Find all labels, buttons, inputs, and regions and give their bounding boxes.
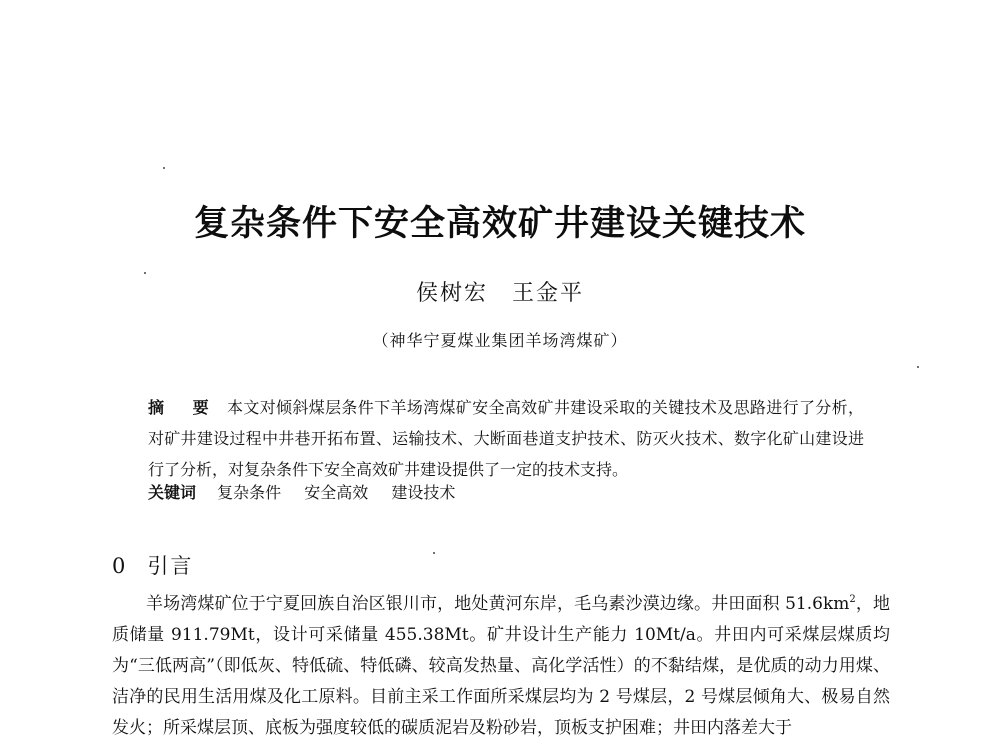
scan-speck — [163, 167, 165, 169]
scan-speck — [144, 272, 146, 274]
abstract — [148, 392, 864, 485]
scan-speck — [917, 366, 919, 368]
body-superscript: 2 — [849, 594, 856, 605]
scan-speck — [433, 552, 435, 554]
body-paragraph — [112, 589, 890, 744]
body-text-part2: ，地质储量 911.79Mt，设计可采储量 455.38Mt。矿井设计生产能力 10Mt/a。井田内可采煤层煤质均为“三低两高”（即低灰、特低硫、特低磷、较高发热量、高化学活性）的不黏结煤，是优质的动力用煤、洁净的民用生活用煤及化工原料。目前主采工作面所采煤层均为 2 号煤层，2 号煤层倾角大、极易自然发火；所采煤层顶、底板为强度较低的碳质泥岩及粉砂岩，顶板支护困难；井田内落差大于 — [112, 594, 890, 738]
paper-authors: 侯树宏 王金平 — [415, 281, 584, 306]
section-title: 引言 — [147, 554, 194, 578]
keywords — [148, 480, 864, 506]
paper-affiliation: （神华宁夏煤业集团羊场湾煤矿） — [372, 331, 628, 350]
paper-title: 复杂条件下安全高效矿井建设关键技术 — [193, 204, 806, 244]
keyword-item: 建设技术 — [391, 483, 456, 502]
section-number: 0 — [112, 554, 128, 578]
keywords-label: 关键词 — [148, 483, 197, 502]
section-heading — [112, 550, 193, 580]
keyword-item: 复杂条件 — [217, 483, 282, 502]
abstract-text: 本文对倾斜煤层条件下羊场湾煤矿安全高效矿井建设采取的关键技术及思路进行了分析，对矿井建设过程中井巷开拓布置、运输技术、大断面巷道支护技术、防灭火技术、数字化矿山建设进行了分析，对复杂条件下安全高效矿井建设提供了一定的技术支持。 — [148, 398, 864, 479]
keyword-item: 安全高效 — [304, 483, 369, 502]
abstract-label: 摘 要 — [148, 398, 216, 417]
body-text-part1: 羊场湾煤矿位于宁夏回族自治区银川市，地处黄河东岸，毛乌素沙漠边缘。井田面积 51.6km — [146, 594, 850, 614]
